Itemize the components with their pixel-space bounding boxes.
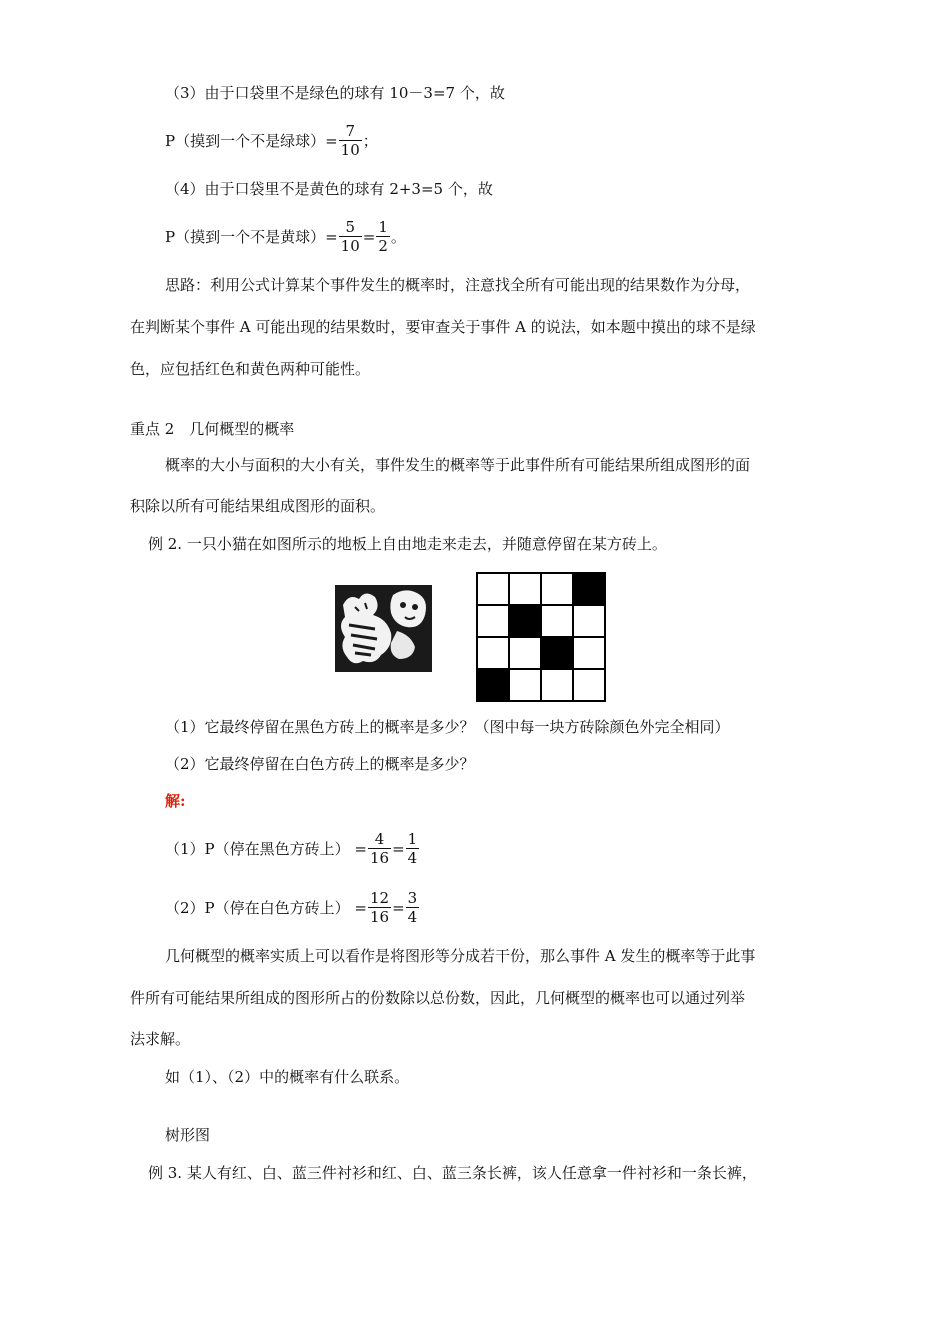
p4-fraction-1	[339, 218, 362, 255]
white-tile	[478, 606, 510, 638]
example-2-title: 例 2. 一只小猫在如图所示的地板上自由地走来走去，并随意停留在某方砖上。	[148, 535, 667, 553]
cat-illustration	[335, 585, 432, 672]
question-1: （1）它最终停留在黑色方砖上的概率是多少？（图中每一块方砖除颜色外完全相同）	[165, 718, 730, 736]
black-tile	[478, 670, 510, 702]
p4-formula	[165, 218, 406, 255]
p4-eq: =	[362, 227, 376, 246]
section-2-heading: 重点 2 几何概型的概率	[130, 420, 295, 438]
note-line-4: 如（1）、（2）中的概率有什么联系。	[165, 1068, 410, 1086]
answer-1-eq: =	[354, 839, 367, 858]
black-tile	[510, 606, 542, 638]
answer-1-fraction-2	[406, 830, 420, 867]
white-tile	[574, 670, 606, 702]
note-line-3: 法求解。	[130, 1030, 191, 1048]
black-tile	[574, 574, 606, 606]
white-tile	[574, 606, 606, 638]
white-tile	[478, 574, 510, 606]
p4-fraction-2	[376, 218, 390, 255]
white-tile	[478, 638, 510, 670]
p4-text: （4）由于口袋里不是黄色的球有 2+3=5 个，故	[165, 180, 493, 198]
example-3-title: 例 3. 某人有红、白、蓝三件衬衫和红、白、蓝三条长裤，该人任意拿一件衬衫和一条长裤，	[148, 1164, 757, 1182]
answer-1-fraction-1	[368, 830, 391, 867]
answer-2-eq2: =	[392, 898, 405, 917]
answer-2-f1-num: 12	[370, 889, 390, 907]
p3-frac-den: 10	[340, 141, 360, 159]
white-tile	[510, 638, 542, 670]
note-line-1: 几何概型的概率实质上可以看作是将图形等分成若干份，那么事件 A 发生的概率等于此事	[165, 947, 756, 965]
question-2: （2）它最终停留在白色方砖上的概率是多少？	[165, 755, 475, 773]
section-2-line-1: 概率的大小与面积的大小有关，事件发生的概率等于此事件所有可能结果所组成图形的面	[165, 456, 751, 474]
p4-suffix: 。	[390, 227, 406, 246]
p4-frac1-num: 5	[345, 218, 355, 236]
answer-2-f1-den: 16	[370, 908, 390, 926]
answer-1	[165, 830, 420, 867]
answer-2-f2-num: 3	[407, 889, 418, 907]
p4-frac1-den: 10	[340, 237, 360, 255]
white-tile	[510, 574, 542, 606]
thinking-line-3: 色，应包括红色和黄色两种可能性。	[130, 360, 371, 378]
p3-formula	[165, 122, 378, 159]
black-tile	[542, 638, 574, 670]
answer-1-f2-num: 1	[407, 830, 418, 848]
p3-formula-prefix: P（摸到一个不是绿球）=	[165, 131, 338, 150]
answer-1-f2-den: 4	[407, 849, 418, 867]
answer-1-prefix: （1）P（停在黑色方砖上）	[165, 839, 350, 858]
answer-1-eq2: =	[392, 839, 405, 858]
thinking-line-2: 在判断某个事件 A 可能出现的结果数时，要审查关于事件 A 的说法，如本题中摸出的球不是绿	[130, 318, 756, 336]
white-tile	[510, 670, 542, 702]
p3-fraction	[339, 122, 362, 159]
p4-formula-prefix: P（摸到一个不是黄球）=	[165, 227, 338, 246]
white-tile	[542, 574, 574, 606]
white-tile	[574, 638, 606, 670]
p3-text: （3）由于口袋里不是绿色的球有 10－3=7 个，故	[165, 84, 505, 102]
answer-2-eq: =	[354, 898, 367, 917]
tree-heading: 树形图	[165, 1126, 211, 1144]
p4-frac2-num: 1	[378, 218, 388, 236]
thinking-line-1: 思路：利用公式计算某个事件发生的概率时，注意找全所有可能出现的结果数作为分母，	[165, 276, 751, 294]
answer-1-f1-den: 16	[370, 849, 390, 867]
section-2-line-2: 积除以所有可能结果组成图形的面积。	[130, 497, 386, 515]
solution-label: 解:	[165, 792, 186, 810]
answer-2-f2-den: 4	[407, 908, 418, 926]
answer-2-fraction-1	[368, 889, 391, 926]
white-tile	[542, 670, 574, 702]
tile-grid	[476, 572, 606, 702]
answer-2-prefix: （2）P（停在白色方砖上）	[165, 898, 350, 917]
p4-frac2-den: 2	[378, 237, 388, 255]
answer-1-f1-num: 4	[374, 830, 385, 848]
p3-suffix: ；	[362, 131, 378, 150]
answer-2	[165, 889, 420, 926]
p3-frac-num: 7	[345, 122, 355, 140]
note-line-2: 件所有可能结果所组成的图形所占的份数除以总份数，因此，几何概型的概率也可以通过列举	[130, 989, 746, 1007]
white-tile	[542, 606, 574, 638]
answer-2-fraction-2	[406, 889, 420, 926]
